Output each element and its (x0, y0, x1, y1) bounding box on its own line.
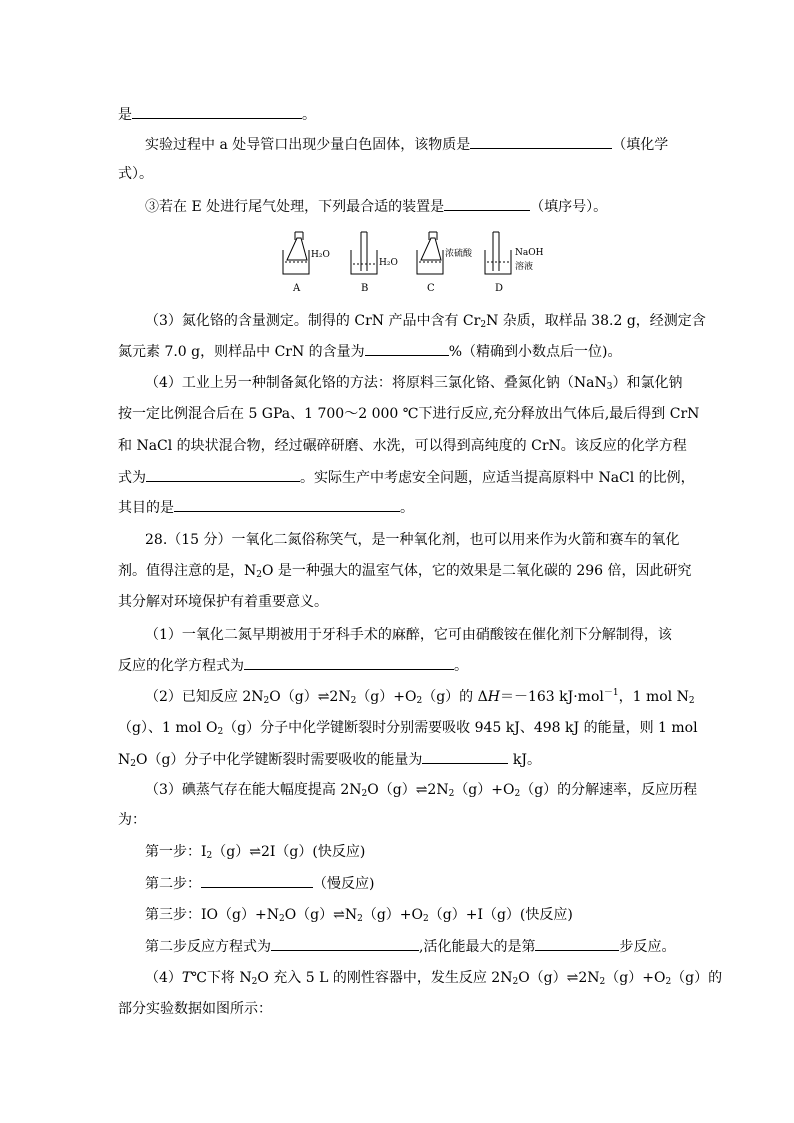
label-water: H₂O (311, 250, 330, 260)
text: ）和氯化钠 (612, 375, 683, 391)
text: （4）工业上另一种制备氮化铬的方法：将原料三氯化铬、叠氮化钠（NaN (145, 375, 607, 391)
text: O（g）⇌2N (269, 689, 351, 705)
text: （g）+O (362, 907, 424, 923)
apparatus-diagram (275, 228, 545, 298)
text: 为： (118, 812, 146, 828)
label-water: H₂O (379, 258, 398, 268)
text-line (145, 687, 695, 707)
text: （g）+O (605, 970, 666, 986)
label-naoh: NaOH (515, 248, 544, 258)
text: （1）一氧化二氮早期被用于牙科手术的麻醉，它可由硝酸铵在催化剂下分解制得，该 (145, 627, 672, 643)
subscript: 2 (361, 789, 368, 799)
text-line (118, 655, 468, 676)
step-2 (145, 873, 374, 894)
subscript: 2 (357, 914, 363, 924)
question-28-heading (145, 530, 680, 550)
text: 。 (454, 658, 468, 674)
subscript: 2 (130, 759, 136, 769)
text: （g）+I（g）(快反应) (428, 907, 573, 923)
text: 其分解对环境保护有着重要意义。 (118, 594, 328, 610)
text: （g）的 (671, 970, 723, 986)
text: 步反应。 (619, 939, 676, 955)
text: （g）+O (356, 689, 417, 705)
text: %（精确到小数点后一位)。 (448, 344, 622, 360)
text: 。 (302, 107, 316, 123)
caption-c: C (427, 283, 435, 294)
text: 式）。 (118, 166, 153, 182)
text: N (118, 752, 131, 768)
text: 其目的是 (118, 500, 174, 516)
text-line (145, 780, 697, 800)
text-line (145, 196, 607, 217)
answer-blank[interactable] (470, 134, 612, 149)
answer-blank[interactable] (244, 655, 454, 670)
answer-blank[interactable] (201, 873, 313, 888)
text-line (118, 104, 316, 125)
text-line (145, 936, 675, 957)
text-line (118, 592, 328, 612)
text: O（g）分子中化学键断裂时需要吸收的能量为 (135, 752, 423, 768)
text-line (118, 164, 153, 184)
text: T (181, 970, 192, 986)
text: 和 NaCl 的块状混合物，经过碾碎研磨、水洗，可以得到高纯度的 CrN。该反应的化学方程 (118, 438, 687, 454)
text: ,活化能最大的是第 (419, 939, 536, 955)
text: O 充入 5 L 的刚性容器中，发生反应 2N (257, 970, 513, 986)
subscript: 2 (263, 696, 270, 706)
text: 第二步反应方程式为 (145, 939, 271, 955)
answer-blank[interactable] (271, 936, 419, 951)
text: （慢反应) (313, 876, 375, 892)
text: N 杂质，取样品 38.2 g，经测定含 (486, 313, 706, 329)
answer-blank[interactable] (146, 467, 300, 482)
subscript: 2 (448, 789, 455, 799)
text: ③若在 E 处进行尾气处理，下列最合适的装置是 (145, 199, 445, 215)
text-line (145, 625, 672, 645)
text: 第一步：I (145, 844, 207, 860)
text: ＝－163 kJ·mol (499, 689, 604, 705)
subscript: 2 (251, 977, 258, 987)
text: O（g）⇌N (284, 907, 358, 923)
text: （g）、1 mol O (118, 720, 218, 736)
subscript: 2 (423, 914, 429, 924)
text: 28.（15 分）一氧化二氮俗称笑气，是一种氧化剂，也可以用来作为火箭和赛车的氧化 (145, 532, 680, 548)
text-line (145, 134, 668, 155)
step-3 (145, 905, 573, 925)
label-solution: 溶液 (515, 262, 534, 272)
text: （3）氮化铬的含量测定。制得的 CrN 产品中含有 Cr (145, 313, 481, 329)
text: 剂。值得注意的是，N (118, 563, 257, 579)
text-line (118, 467, 695, 488)
text-line (118, 810, 146, 830)
text: （g）分子中化学键断裂时分别需要吸收 945 kJ、498 kJ 的能量，则 1 mol (223, 720, 698, 736)
text: 第二步： (145, 876, 201, 892)
subscript: 2 (278, 914, 285, 924)
text: 式为 (118, 470, 146, 486)
subscript: 3 (606, 382, 613, 392)
caption-d: D (495, 283, 504, 294)
text: kJ。 (508, 752, 541, 768)
text-line (118, 999, 272, 1019)
text-line (145, 373, 683, 393)
answer-blank[interactable] (132, 104, 302, 119)
answer-blank[interactable] (174, 497, 400, 512)
text-line (118, 561, 692, 581)
subscript: 2 (599, 977, 606, 987)
text: ℃下将 N (191, 970, 252, 986)
apparatus-figure (275, 228, 545, 298)
text: 是 (118, 107, 132, 123)
answer-blank[interactable] (444, 196, 530, 211)
text: （3）碘蒸气存在能大幅度提高 2N (145, 782, 362, 798)
text: 第三步：IO（g）+N (145, 907, 279, 923)
text: （g）的 Δ (422, 689, 488, 705)
text: （g）+O (454, 782, 515, 798)
text: （g）⇌2I（g）(快反应) (212, 844, 366, 860)
text: 按一定比例混合后在 5 GPa、1 700～2 000 ℃下进行反应,充分释放出气体后,最后得到 CrN (118, 406, 700, 422)
answer-blank[interactable] (535, 936, 619, 951)
subscript: 2 (350, 696, 357, 706)
text-line (118, 749, 541, 770)
subscript: 2 (688, 696, 695, 706)
text-line (118, 436, 687, 456)
superscript: －1 (603, 688, 619, 698)
text-line (118, 341, 621, 362)
text: （填序号）。 (530, 199, 608, 215)
text-line (118, 404, 699, 424)
text: O 是一种强大的温室气体，它的效果是二氧化碳的 296 倍，因此研究 (261, 563, 692, 579)
answer-blank[interactable] (422, 749, 508, 764)
text: 反应的化学方程式为 (118, 658, 244, 674)
subscript: 2 (416, 696, 423, 706)
subscript: 2 (217, 727, 224, 737)
text: 实验过程中 a 处导管口出现少量白色固体，该物质是 (145, 137, 471, 153)
text: （4） (145, 970, 182, 986)
text-line (118, 497, 414, 518)
subscript: 2 (512, 977, 519, 987)
label-conc-sulfuric-acid: 浓硫酸 (445, 249, 473, 259)
caption-a: A (293, 283, 301, 294)
subscript: 2 (480, 320, 487, 330)
text-line (145, 311, 706, 331)
text: 。 (400, 500, 414, 516)
text: 。实际生产中考虑安全问题，应适当提高原料中 NaCl 的比例， (300, 470, 695, 486)
text-line (145, 968, 722, 988)
text: 部分实验数据如图所示： (118, 1001, 272, 1017)
subscript: 2 (206, 851, 213, 861)
text: （填化学 (612, 137, 669, 153)
subscript: 2 (665, 977, 672, 987)
text: O（g）⇌2N (518, 970, 600, 986)
step-1 (145, 842, 365, 862)
text: 氮元素 7.0 g，则样品中 CrN 的含量为 (118, 344, 365, 360)
text: ，1 mol N (618, 689, 689, 705)
caption-b: B (361, 283, 369, 294)
text: H (487, 689, 500, 705)
text-line (118, 718, 698, 738)
text: O（g）⇌2N (367, 782, 449, 798)
subscript: 2 (256, 570, 262, 580)
subscript: 2 (514, 789, 521, 799)
text: （2）已知反应 2N (145, 689, 264, 705)
text: （g）的分解速率，反应历程 (520, 782, 698, 798)
answer-blank[interactable] (365, 341, 449, 356)
